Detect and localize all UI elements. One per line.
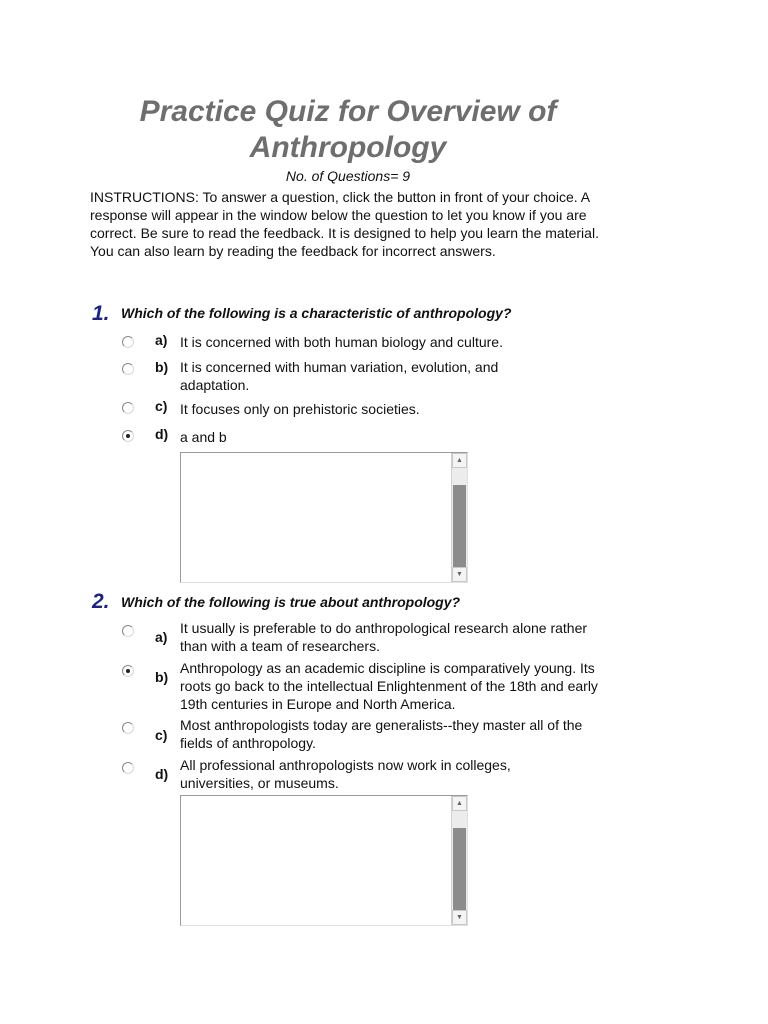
question-2-text-c: Most anthropologists today are generalists--they master all of the fields of anthropology. [180,717,583,751]
question-2-text-d: All professional anthropologists now work in colleges, universities, or museums. [180,757,511,791]
question-1-radio-a[interactable] [122,336,134,348]
question-2-text: Which of the following is true about anthropology? [121,594,461,610]
question-2-feedback-box[interactable] [180,795,468,926]
question-2-text-a: It usually is preferable to do anthropological research alone rather than with a team of researchers. [180,620,588,654]
question-1-text-a: It is concerned with both human biology and culture. [180,334,503,350]
question-1-text: Which of the following is a characteristic of anthropology? [121,305,512,321]
instructions-text: INSTRUCTIONS: To answer a question, click the button in front of your choice. A response will appear in the window below the question to let you know if you are correct. Be sure to read the feedback. It is designed to help you learn the material. You can also learn by reading the feedback for incorrect answers. [90,189,599,259]
question-2-radio-a[interactable] [122,625,134,637]
question-2-radio-b[interactable] [122,665,134,677]
question-2-number: 2. [92,590,110,613]
question-1-scrollbar[interactable] [451,453,467,582]
question-2-letter-c: c) [155,727,168,743]
question-1-letter-d: d) [155,426,169,442]
question-1-text-b: It is concerned with human variation, evolution, and adaptation. [180,359,499,393]
question-1-radio-d[interactable] [122,430,134,442]
question-2-letter-d: d) [155,766,169,782]
question-count: No. of Questions= 9 [285,168,411,184]
question-1-text-c: It focuses only on prehistoric societies. [180,401,420,417]
question-1-letter-a: a) [155,332,168,348]
scroll-down-arrow-icon[interactable]: ▼ [452,567,467,582]
scroll-up-arrow-icon[interactable]: ▲ [452,453,467,468]
question-1-feedback-box[interactable] [180,452,468,583]
question-1-letter-c: c) [155,398,168,414]
question-1-radio-b[interactable] [122,363,134,375]
question-2-radio-c[interactable] [122,722,134,734]
question-1-text-d: a and b [180,429,227,445]
page-title: Practice Quiz for Overview of Anthropology [139,95,557,164]
scroll-thumb[interactable] [453,485,466,567]
question-2-radio-d[interactable] [122,762,134,774]
question-2-letter-a: a) [155,629,168,645]
scroll-down-arrow-icon[interactable]: ▼ [452,910,467,925]
scroll-up-arrow-icon[interactable]: ▲ [452,796,467,811]
question-2-text-b: Anthropology as an academic discipline is comparatively young. Its roots go back to the intellectual Enlightenment of the 18th and early 19th centuries in Europe and North America. [180,660,598,712]
question-1-radio-c[interactable] [122,402,134,414]
question-2-letter-b: b) [155,669,169,685]
question-1-number: 1. [92,302,110,325]
question-1-letter-b: b) [155,359,169,375]
question-2-scrollbar[interactable] [451,796,467,925]
scroll-thumb[interactable] [453,828,466,910]
